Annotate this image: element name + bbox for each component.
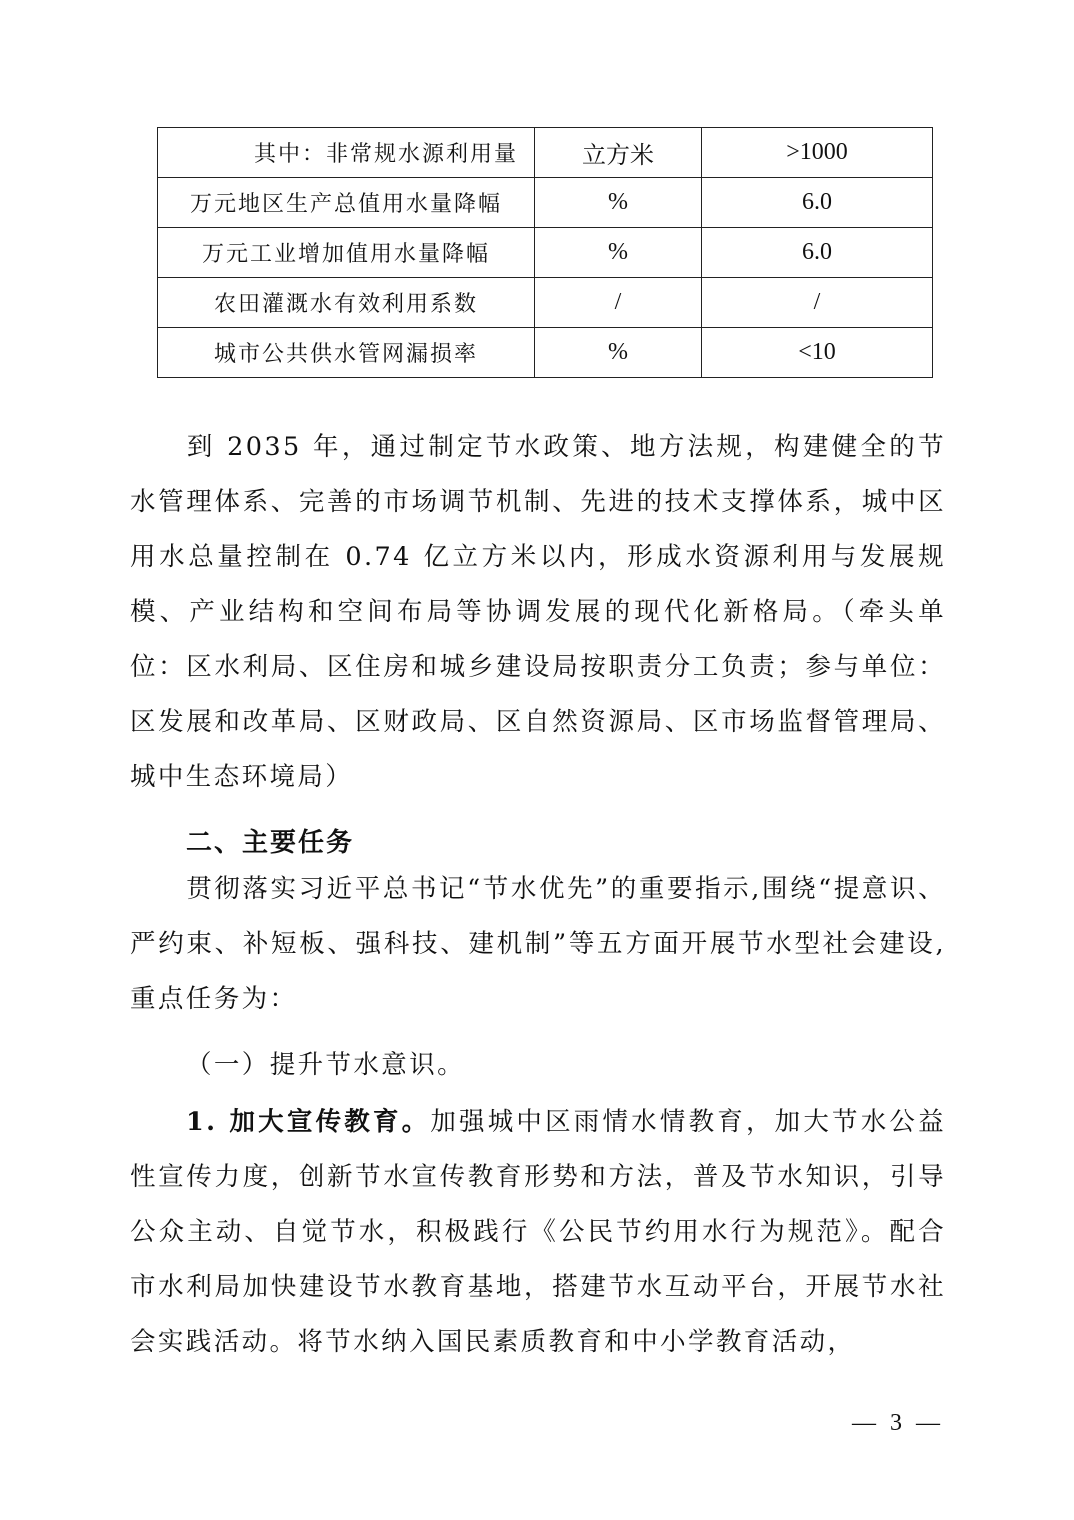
indicator-cell: 万元地区生产总值用水量降幅 [158,178,535,228]
unit-cell: / [535,278,702,328]
item1-title: 1. 加大宣传教育。 [186,1107,431,1137]
water-indicator-table [157,127,933,378]
value-cell: >1000 [702,128,933,178]
value-cell: 6.0 [702,178,933,228]
item1-body: 加强城中区雨情水情教育，加大节水公益性宣传力度，创新节水宣传教育形势和方法，普及节水知识，引导公众主动、自觉节水，积极践行《公民节约用水行为规范》。配合市水利局加快建设节水教育基地，搭建节水互动平台，开展节水社会实践活动。将节水纳入国民素质教育和中小学教育活动， [130,1107,947,1357]
goal-2035-text: 到 2035 年，通过制定节水政策、地方法规，构建健全的节水管理体系、完善的市场调节机制、先进的技术支撑体系，城中区用水总量控制在 0.74 亿立方米以内，形成水资源利用与发展规模、产业结构和空间布局等协调发展的现代化新格局。（牵头单位：区水利局、区住房和城乡建设局按职责分工负责；参与单位：区发展和改革局、区财政局、区自然资源局、区市场监督管理局、城中生态环境局） [130,432,946,792]
unit-cell: 立方米 [535,128,702,178]
indicator-cell: 城市公共供水管网漏损率 [158,328,535,378]
table-row [158,278,933,328]
indicator-cell: 农田灌溉水有效利用系数 [158,278,535,328]
indicator-cell: 万元工业增加值用水量降幅 [158,228,535,278]
subsection-heading: （一）提升节水意识。 [186,1050,466,1080]
unit-cell: % [535,228,702,278]
table-row [158,228,933,278]
value-cell: / [702,278,933,328]
intro-text: 贯彻落实习近平总书记“节水优先”的重要指示,围绕“提意识、严约束、补短板、强科技、建机制”等五方面开展节水型社会建设,重点任务为： [130,874,946,1014]
table-row [158,328,933,378]
value-cell: 6.0 [702,228,933,278]
table-row [158,178,933,228]
goal-2035-paragraph [130,420,946,805]
section-heading-main-tasks: 二、主要任务 [186,828,355,858]
value-cell: <10 [702,328,933,378]
unit-cell: % [535,178,702,228]
intro-paragraph [130,862,946,1027]
indicator-cell: 其中：非常规水源利用量 [158,128,535,178]
page-number: — 3 — [852,1410,944,1436]
table-row [158,128,933,178]
item1-paragraph [130,1095,946,1370]
unit-cell: % [535,328,702,378]
